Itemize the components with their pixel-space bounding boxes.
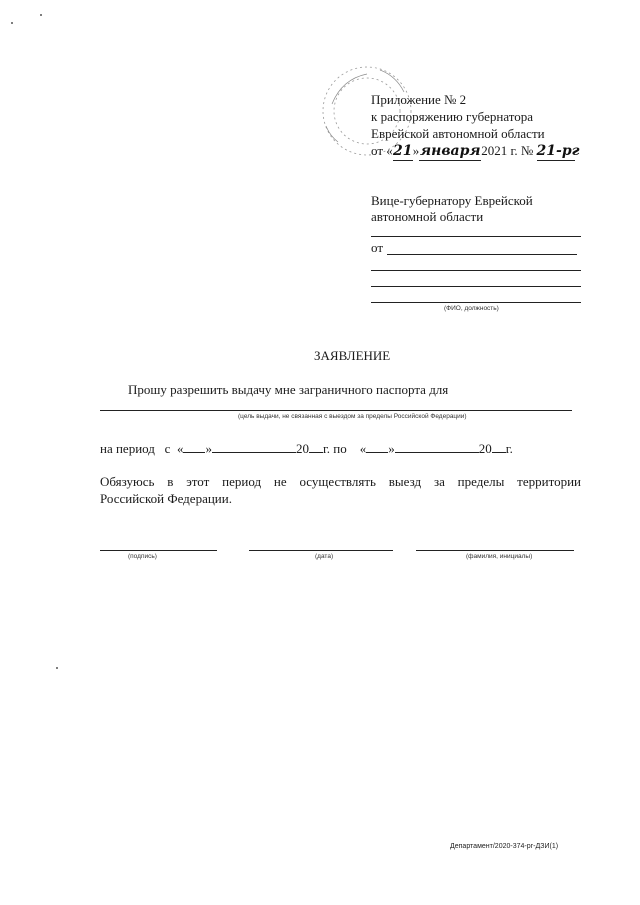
from-blank [387,254,577,255]
name-caption: (фамилия, инициалы) [466,553,533,560]
fio-caption: (ФИО, должность) [444,305,499,312]
from-label: от [371,240,384,255]
scan-speck [40,14,42,16]
handwritten-month: января [419,143,481,159]
signature-blank [100,550,217,551]
document-title: ЗАЯВЛЕНИЕ [314,348,391,363]
name-blank [416,550,574,551]
date-blank [249,550,393,551]
purpose-blank [100,410,572,411]
handwritten-day: 21 [393,143,413,159]
footer-code: Департамент/2020-374-рг-ДЗИ(1) [450,843,559,850]
date-caption: (дата) [315,553,334,560]
purpose-caption: (цель выдачи, не связанная с выездом за пределы Российской Федерации) [238,413,467,420]
addressee-blank-1 [371,236,581,237]
scan-speck [56,667,58,669]
addressee-line-2: автономной области [371,209,484,224]
request-text: Прошу разрешить выдачу мне заграничного паспорта для [128,382,449,397]
appendix-date-line: от «21»января2021 г. № 21-рг [371,143,580,159]
addressee-blank-2 [371,270,581,271]
appendix-title: Приложение № 2 [371,92,467,107]
handwritten-number: 21-рг [536,143,580,159]
obligation-line-1: Обязуюсь в этот период не осуществлять выезд за пределы территории [100,474,581,489]
addressee-blank-4 [371,302,581,303]
appendix-subtitle-1: к распоряжению губернатора [371,109,534,124]
obligation-line-2: Российской Федерации. [100,491,232,506]
appendix-subtitle-2: Еврейской автономной области [371,126,545,141]
signature-caption: (подпись) [128,553,157,560]
addressee-line-1: Вице-губернатору Еврейской [371,193,533,208]
addressee-blank-3 [371,286,581,287]
scan-speck [11,22,13,24]
period-line: на период с « » 20 г. по « » 20 г. [100,441,513,456]
